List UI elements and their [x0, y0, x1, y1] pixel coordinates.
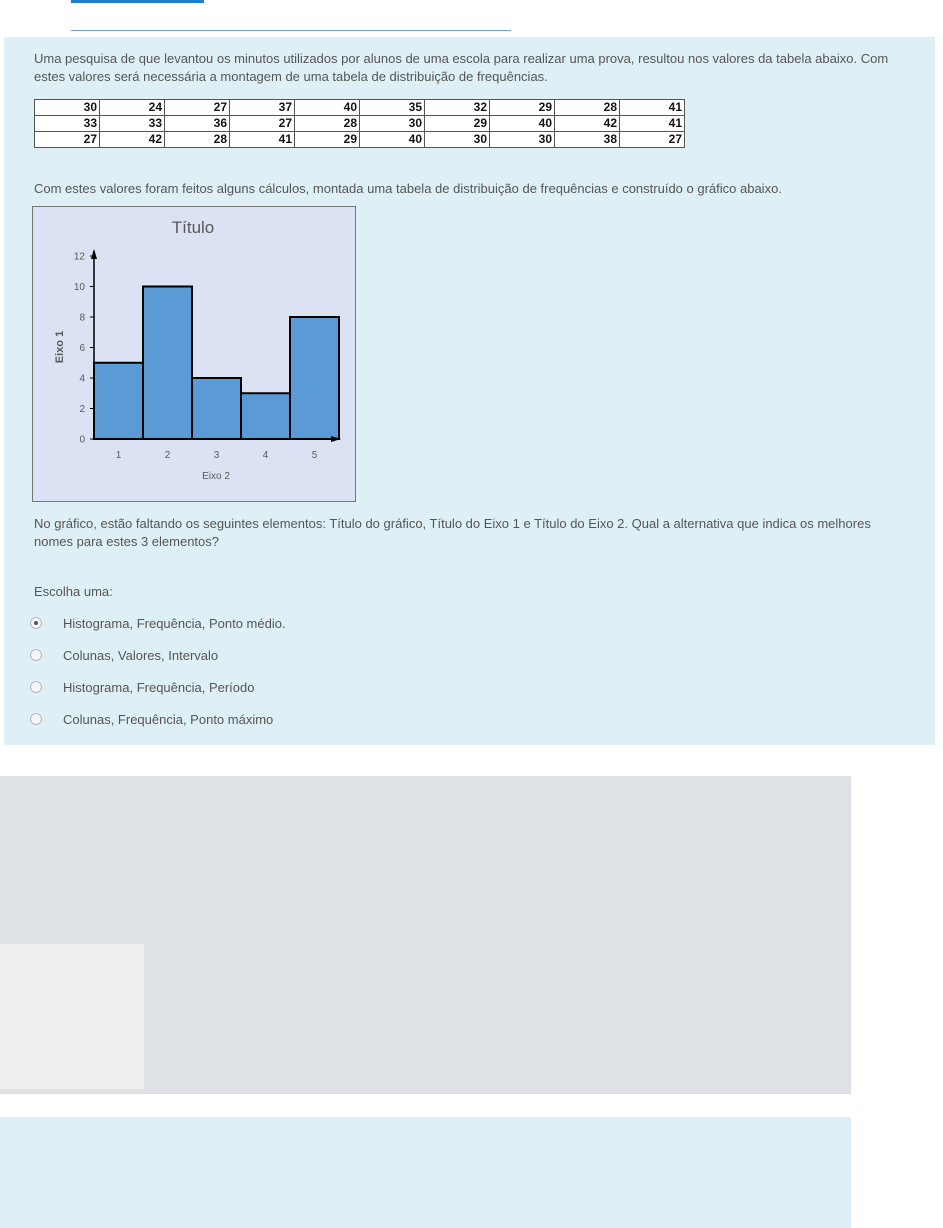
y-tick-label: 4 — [79, 373, 85, 385]
histogram-bar — [192, 378, 241, 439]
table-cell: 41 — [230, 132, 295, 148]
question-chart-intro: Com estes valores foram feitos alguns cálculos, montada uma tabela de distribuição de frequências e construído o gráfico abaixo. — [34, 181, 782, 196]
option-b-label[interactable]: Colunas, Valores, Intervalo — [63, 647, 219, 663]
table-cell: 27 — [230, 116, 295, 132]
table-cell: 42 — [555, 116, 620, 132]
option-d-label[interactable]: Colunas, Frequência, Ponto máximo — [63, 711, 274, 727]
x-tick-label: 5 — [311, 450, 318, 461]
option-a[interactable] — [30, 607, 286, 639]
option-c-label[interactable]: Histograma, Frequência, Período — [63, 679, 255, 695]
x-tick-label: 4 — [262, 450, 269, 461]
table-cell: 30 — [490, 132, 555, 148]
table-cell: 38 — [555, 132, 620, 148]
table-cell: 27 — [620, 132, 685, 148]
table-cell: 29 — [425, 116, 490, 132]
question-prompt: No gráfico, estão faltando os seguintes elementos: Título do gráfico, Título do Eixo 1 e Título do Eixo 2. Qual a alternativa que indica os melhores nomes para estes 3 elementos? — [34, 516, 871, 549]
table-cell: 40 — [490, 116, 555, 132]
choose-label: Escolha uma: — [34, 584, 113, 599]
radio-button-a[interactable] — [30, 617, 42, 629]
table-cell: 32 — [425, 100, 490, 116]
option-d[interactable] — [30, 703, 286, 735]
top-divider — [71, 30, 511, 31]
table-cell: 41 — [620, 116, 685, 132]
table-cell: 28 — [555, 100, 620, 116]
table-cell: 33 — [100, 116, 165, 132]
radio-button-c[interactable] — [30, 681, 42, 693]
option-b[interactable] — [30, 639, 286, 671]
table-cell: 30 — [35, 100, 100, 116]
top-accent-bar — [71, 0, 204, 3]
y-axis-arrow — [91, 249, 97, 259]
y-tick-label: 0 — [79, 434, 85, 446]
table-cell: 24 — [100, 100, 165, 116]
table-row — [35, 116, 685, 132]
minutes-table — [34, 99, 685, 148]
table-cell: 36 — [165, 116, 230, 132]
gray-inner-box — [0, 944, 144, 1089]
table-cell: 27 — [35, 132, 100, 148]
table-cell: 29 — [490, 100, 555, 116]
table-cell: 40 — [295, 100, 360, 116]
x-axis-title: Eixo 2 — [202, 471, 230, 482]
table-cell: 29 — [295, 132, 360, 148]
x-tick-label: 3 — [213, 450, 220, 461]
y-tick-label: 2 — [79, 404, 85, 415]
table-cell: 33 — [35, 116, 100, 132]
y-tick-label: 8 — [79, 312, 85, 324]
chart-title: Título — [171, 218, 215, 237]
histogram-bar — [241, 393, 290, 439]
y-tick-label: 10 — [73, 282, 85, 293]
option-c[interactable] — [30, 671, 286, 703]
option-a-label[interactable]: Histograma, Frequência, Ponto médio. — [63, 615, 286, 631]
table-cell: 35 — [360, 100, 425, 116]
table-cell: 37 — [230, 100, 295, 116]
radio-button-d[interactable] — [30, 713, 42, 725]
histogram-bar — [94, 363, 143, 439]
table-cell: 30 — [425, 132, 490, 148]
question-intro: Uma pesquisa de que levantou os minutos utilizados por alunos de uma escola para realizar uma prova, resultou nos valores da tabela abaixo. Com estes valores será necessária a montagem de uma tabela de distribuição de frequências. — [34, 51, 889, 84]
histogram-bar — [290, 317, 339, 439]
table-cell: 30 — [360, 116, 425, 132]
y-axis-title: Eixo 1 — [54, 330, 66, 364]
radio-button-b[interactable] — [30, 649, 42, 661]
table-cell: 41 — [620, 100, 685, 116]
table-cell: 28 — [295, 116, 360, 132]
table-cell: 40 — [360, 132, 425, 148]
question-panel — [4, 37, 935, 745]
table-row — [35, 132, 685, 148]
table-cell: 27 — [165, 100, 230, 116]
y-tick-label: 6 — [79, 343, 85, 354]
histogram-chart — [32, 206, 356, 502]
next-question-panel — [0, 1117, 851, 1228]
table-cell: 28 — [165, 132, 230, 148]
answer-options — [30, 607, 286, 735]
x-tick-label: 1 — [115, 450, 122, 461]
chart-svg — [33, 207, 355, 501]
table-row — [35, 100, 685, 116]
x-tick-label: 2 — [164, 450, 171, 461]
y-tick-label: 12 — [73, 251, 85, 263]
histogram-bar — [143, 287, 192, 440]
table-cell: 42 — [100, 132, 165, 148]
